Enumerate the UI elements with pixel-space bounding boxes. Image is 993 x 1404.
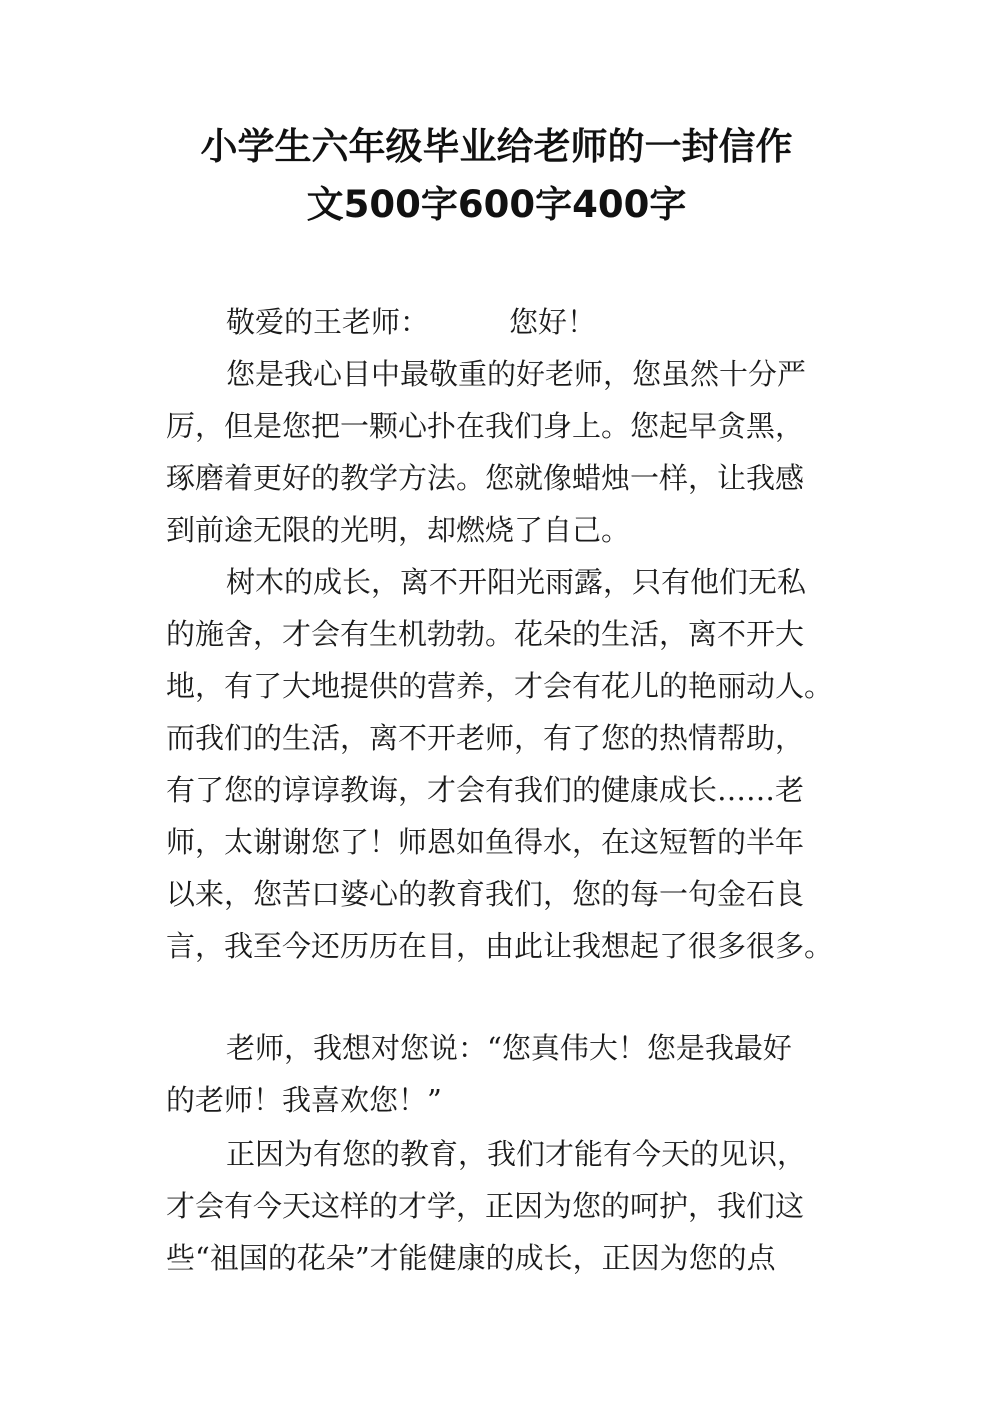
hello-text: 您好！ — [509, 305, 597, 339]
document-title — [120, 118, 873, 234]
paragraph-line: 以来，您苦口婆心的教育我们，您的每一句金石良 — [166, 877, 805, 911]
paragraph-line: 而我们的生活，离不开老师，有了您的热情帮助， — [166, 721, 805, 755]
paragraph-line: 您是我心目中最敬重的好老师，您虽然十分严 — [226, 357, 807, 391]
paragraph-line: 才会有今天这样的才学，正因为您的呵护，我们这 — [166, 1189, 805, 1223]
paragraph-line: 正因为有您的教育，我们才能有今天的见识， — [226, 1137, 807, 1171]
paragraph-line: 厉，但是您把一颗心扑在我们身上。您起早贪黑， — [166, 409, 805, 443]
paragraph-line: 有了您的谆谆教诲，才会有我们的健康成长……老 — [166, 773, 805, 807]
paragraph-line: 言，我至今还历历在目，由此让我想起了很多很多。 — [166, 929, 834, 963]
paragraph-line: 的施舍，才会有生机勃勃。花朵的生活，离不开大 — [166, 617, 805, 651]
paragraph-line: 树木的成长，离不开阳光雨露，只有他们无私 — [226, 565, 807, 599]
paragraph-line: 到前途无限的光明，却燃烧了自己。 — [166, 513, 631, 547]
paragraph-line: 些“祖国的花朵”才能健康的成长，正因为您的点 — [166, 1241, 776, 1275]
salutation: 敬爱的王老师： — [226, 305, 430, 339]
paragraph-line: 老师，我想对您说：“您真伟大！您是我最好 — [226, 1031, 792, 1065]
greeting-line — [226, 302, 596, 342]
paragraph-line: 师，太谢谢您了！师恩如鱼得水，在这短暂的半年 — [166, 825, 805, 859]
paragraph-line: 地，有了大地提供的营养，才会有花儿的艳丽动人。 — [166, 669, 834, 703]
paragraph-line: 琢磨着更好的教学方法。您就像蜡烛一样，让我感 — [166, 461, 805, 495]
title-line-1: 小学生六年级毕业给老师的一封信作 — [200, 125, 793, 168]
title-line-2: 文500字600字400字 — [306, 183, 687, 226]
paragraph-line: 的老师！我喜欢您！” — [166, 1083, 442, 1117]
